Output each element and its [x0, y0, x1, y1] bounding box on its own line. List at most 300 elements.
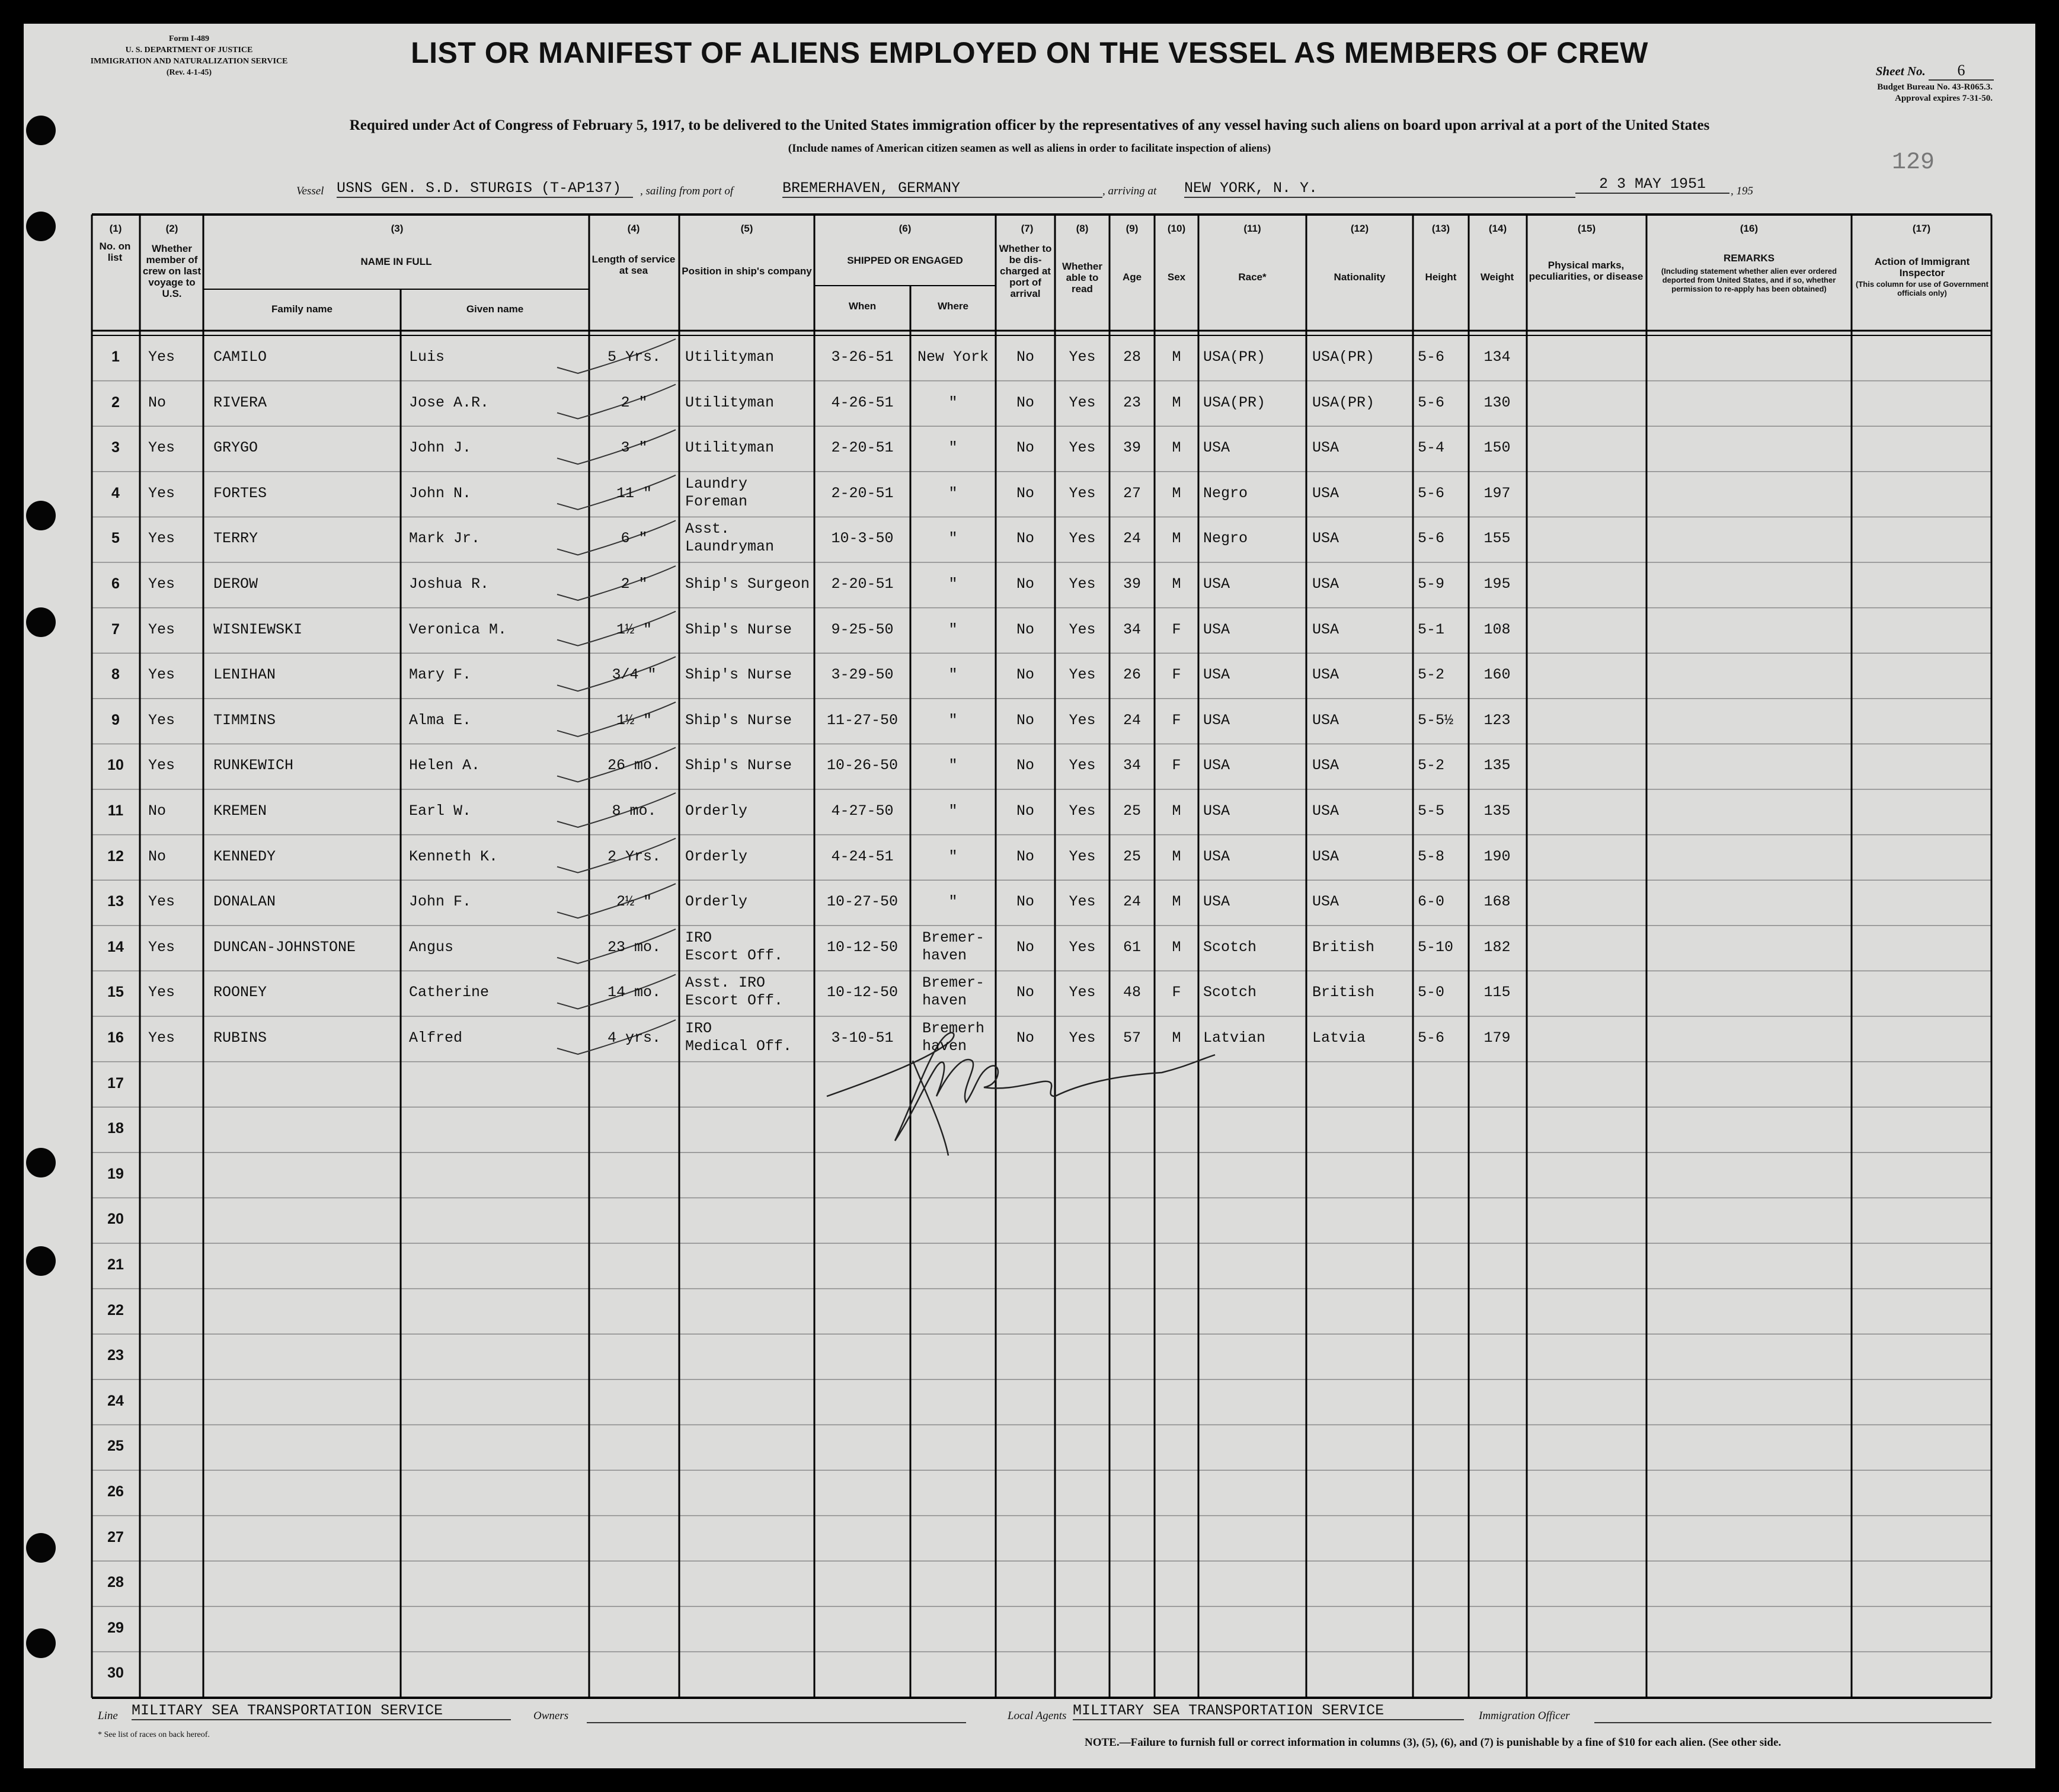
sex-cell: F — [1172, 666, 1181, 684]
position-cell: Laundryman — [685, 538, 775, 556]
age-cell: 34 — [1123, 757, 1141, 775]
position-cell: Laundry — [685, 475, 748, 492]
shipped-where-cell: " — [948, 530, 958, 548]
crew-last-voyage-cell: Yes — [148, 484, 175, 502]
weight-cell: 179 — [1483, 1029, 1511, 1047]
height-cell: 5-0 — [1418, 984, 1445, 1001]
given-name-cell: Mary F. — [409, 666, 472, 684]
header-when: When — [848, 300, 877, 312]
nationality-cell: USA — [1312, 484, 1339, 502]
height-cell: 5-5½ — [1418, 711, 1454, 729]
column-number: (13) — [1431, 223, 1450, 234]
given-name-cell: Earl W. — [409, 802, 472, 820]
column-number: (4) — [627, 223, 640, 234]
row-number: 5 — [111, 530, 120, 547]
row-number: 28 — [107, 1574, 124, 1591]
weight-cell: 160 — [1483, 666, 1511, 684]
able-to-read-cell: Yes — [1069, 393, 1096, 411]
family-name-cell: RUBINS — [213, 1029, 267, 1047]
header-length-of-service: Length of service at sea — [592, 254, 676, 276]
family-name-cell: DEROW — [213, 575, 258, 593]
crew-last-voyage-cell: Yes — [148, 1029, 175, 1047]
nationality-cell: USA — [1312, 757, 1339, 775]
crew-last-voyage-cell: Yes — [148, 348, 175, 366]
shipped-when-cell: 4-27-50 — [831, 802, 894, 820]
family-name-cell: LENIHAN — [213, 666, 276, 684]
header-height: Height — [1425, 271, 1457, 283]
length-of-service-cell: 4 yrs. — [607, 1029, 661, 1047]
height-cell: 5-6 — [1418, 530, 1445, 548]
crew-last-voyage-cell: No — [148, 802, 167, 820]
shipped-where-cell: Bremer- — [922, 929, 985, 946]
height-cell: 5-10 — [1418, 938, 1454, 956]
row-number: 24 — [107, 1392, 124, 1409]
row-number: 14 — [107, 938, 124, 955]
position-cell: IRO — [685, 929, 712, 946]
race-cell: USA — [1203, 847, 1230, 865]
given-name-cell: Joshua R. — [409, 575, 490, 593]
shipped-where-cell: " — [948, 847, 958, 865]
given-name-cell: John F. — [409, 893, 472, 911]
header-family-name: Family name — [271, 303, 332, 315]
header-name-in-full: NAME IN FULL — [360, 256, 432, 267]
sex-cell: M — [1172, 484, 1181, 502]
weight-cell: 130 — [1483, 393, 1511, 411]
sheet-number-value: 6 — [1929, 62, 1994, 81]
nationality-cell: USA — [1312, 530, 1339, 548]
shipped-when-cell: 4-24-51 — [831, 847, 894, 865]
shipped-when-cell: 3-10-51 — [831, 1029, 894, 1047]
sex-cell: M — [1172, 802, 1181, 820]
row-number: 17 — [107, 1074, 124, 1092]
immigration-officer-label: Immigration Officer — [1479, 1710, 1570, 1722]
length-of-service-cell: 2 " — [621, 575, 648, 593]
given-name-cell: Mark Jr. — [409, 530, 481, 548]
family-name-cell: GRYGO — [213, 439, 258, 457]
age-cell: 24 — [1123, 893, 1141, 911]
crew-last-voyage-cell: Yes — [148, 757, 175, 775]
sex-cell: M — [1172, 393, 1181, 411]
able-to-read-cell: Yes — [1069, 984, 1096, 1001]
age-cell: 24 — [1123, 530, 1141, 548]
age-cell: 25 — [1123, 847, 1141, 865]
family-name-cell: RUNKEWICH — [213, 757, 294, 775]
header-weight: Weight — [1480, 271, 1514, 283]
shipped-when-cell: 10-26-50 — [826, 757, 899, 775]
weight-cell: 115 — [1483, 984, 1511, 1001]
crew-last-voyage-cell: Yes — [148, 938, 175, 956]
row-number: 3 — [111, 439, 120, 456]
shipped-where-cell: " — [948, 575, 958, 593]
header-nationality: Nationality — [1334, 271, 1386, 283]
discharged-cell: No — [1016, 530, 1034, 548]
sex-cell: M — [1172, 1029, 1181, 1047]
length-of-service-cell: 1½ " — [616, 711, 652, 729]
race-cell: Latvian — [1203, 1029, 1266, 1047]
family-name-cell: RIVERA — [213, 393, 267, 411]
nationality-cell: British — [1312, 938, 1375, 956]
height-cell: 5-5 — [1418, 802, 1445, 820]
shipped-when-cell: 11-27-50 — [826, 711, 899, 729]
able-to-read-cell: Yes — [1069, 484, 1096, 502]
weight-cell: 134 — [1483, 348, 1511, 366]
nationality-cell: USA — [1312, 893, 1339, 911]
row-number: 27 — [107, 1528, 124, 1545]
height-cell: 5-4 — [1418, 439, 1445, 457]
shipped-where-cell: haven — [922, 992, 967, 1010]
sex-cell: M — [1172, 439, 1181, 457]
shipped-when-cell: 2-20-51 — [831, 439, 894, 457]
column-number: (14) — [1488, 223, 1507, 234]
able-to-read-cell: Yes — [1069, 620, 1096, 638]
race-cell: Scotch — [1203, 938, 1257, 956]
able-to-read-cell: Yes — [1069, 348, 1096, 366]
race-cell: USA — [1203, 666, 1230, 684]
nationality-cell: USA — [1312, 439, 1339, 457]
sex-cell: M — [1172, 938, 1181, 956]
form-revision: (Rev. 4-1-45) — [166, 68, 212, 77]
header-where: Where — [938, 300, 968, 312]
weight-cell: 150 — [1483, 439, 1511, 457]
header-crew-last-voyage: Whether member of crew on last voyage to U.S. — [142, 243, 202, 299]
sex-cell: M — [1172, 348, 1181, 366]
given-name-cell: Veronica M. — [409, 620, 507, 638]
column-number: (9) — [1126, 223, 1139, 234]
crew-last-voyage-cell: Yes — [148, 575, 175, 593]
crew-last-voyage-cell: No — [148, 847, 167, 865]
row-number: 16 — [107, 1029, 124, 1046]
vessel-name: USNS GEN. S.D. STURGIS (T-AP137) — [337, 180, 633, 198]
column-number: (17) — [1912, 223, 1931, 234]
row-number: 15 — [107, 984, 124, 1001]
age-cell: 26 — [1123, 666, 1141, 684]
nationality-cell: USA — [1312, 802, 1339, 820]
nationality-cell: USA — [1312, 575, 1339, 593]
inspector-signature — [827, 1033, 1215, 1156]
height-cell: 5-6 — [1418, 1029, 1445, 1047]
nationality-cell: USA — [1312, 711, 1339, 729]
approval-expiry: Approval expires 7-31-50. — [1895, 94, 1993, 103]
position-cell: Ship's Nurse — [685, 666, 792, 684]
given-name-cell: Jose A.R. — [409, 393, 490, 411]
column-number: (10) — [1167, 223, 1186, 234]
budget-bureau: Budget Bureau No. 43-R065.3. — [1877, 82, 1993, 92]
line-label: Line — [98, 1710, 118, 1722]
arrival-date: 2 3 MAY 1951 — [1575, 175, 1729, 194]
shipped-when-cell: 9-25-50 — [831, 620, 894, 638]
discharged-cell: No — [1016, 575, 1034, 593]
able-to-read-cell: Yes — [1069, 938, 1096, 956]
able-to-read-cell: Yes — [1069, 711, 1096, 729]
port-of-departure: BREMERHAVEN, GERMANY — [782, 180, 1102, 198]
age-cell: 57 — [1123, 1029, 1141, 1047]
family-name-cell: DONALAN — [213, 893, 276, 911]
race-cell: Scotch — [1203, 984, 1257, 1001]
shipped-where-cell: " — [948, 439, 958, 457]
family-name-cell: TIMMINS — [213, 711, 276, 729]
shipped-where-cell: " — [948, 802, 958, 820]
crew-last-voyage-cell: Yes — [148, 711, 175, 729]
sex-cell: M — [1172, 847, 1181, 865]
instruction-note: (Include names of American citizen seamen as well as aliens in order to facilitate inspection of aliens) — [788, 142, 1271, 155]
header-physical-marks: Physical marks, peculiarities, or disease — [1529, 260, 1644, 282]
length-of-service-cell: 23 mo. — [607, 938, 661, 956]
column-number: (15) — [1577, 223, 1596, 234]
able-to-read-cell: Yes — [1069, 575, 1096, 593]
crew-last-voyage-cell: Yes — [148, 620, 175, 638]
weight-cell: 195 — [1483, 575, 1511, 593]
sex-cell: F — [1172, 711, 1181, 729]
given-name-cell: Kenneth K. — [409, 847, 498, 865]
family-name-cell: TERRY — [213, 530, 258, 548]
position-cell: Orderly — [685, 802, 748, 820]
given-name-cell: Angus — [409, 938, 454, 956]
height-cell: 6-0 — [1418, 893, 1445, 911]
page-stamp: 129 — [1891, 149, 1935, 176]
shipped-when-cell: 10-12-50 — [826, 984, 899, 1001]
shipped-where-cell: haven — [922, 946, 967, 964]
header-age: Age — [1122, 271, 1142, 283]
nationality-cell: British — [1312, 984, 1375, 1001]
family-name-cell: CAMILO — [213, 348, 267, 366]
discharged-cell: No — [1016, 757, 1034, 775]
race-cell: Negro — [1203, 484, 1248, 502]
shipped-where-cell: haven — [922, 1038, 967, 1055]
shipped-when-cell: 10-3-50 — [831, 530, 894, 548]
shipped-where-cell: " — [948, 393, 958, 411]
vessel-label: Vessel — [296, 185, 324, 197]
weight-cell: 190 — [1483, 847, 1511, 865]
position-cell: Ship's Nurse — [685, 620, 792, 638]
position-cell: IRO — [685, 1020, 712, 1037]
position-cell: Utilityman — [685, 393, 775, 411]
column-number: (11) — [1243, 223, 1261, 234]
weight-cell: 182 — [1483, 938, 1511, 956]
position-cell: Asst. — [685, 520, 730, 538]
shipped-when-cell: 3-26-51 — [831, 348, 894, 366]
row-number: 23 — [107, 1347, 124, 1364]
age-cell: 24 — [1123, 711, 1141, 729]
page-title: LIST OR MANIFEST OF ALIENS EMPLOYED ON THE VESSEL AS MEMBERS OF CREW — [411, 36, 1648, 69]
length-of-service-cell: 5 Yrs. — [607, 348, 661, 366]
header-position: Position in ship's company — [682, 265, 812, 277]
age-cell: 28 — [1123, 348, 1141, 366]
length-of-service-cell: 8 mo. — [612, 802, 657, 820]
discharged-cell: No — [1016, 439, 1034, 457]
height-cell: 5-2 — [1418, 666, 1445, 684]
row-number: 8 — [111, 666, 120, 683]
row-number: 21 — [107, 1256, 124, 1273]
shipped-when-cell: 4-26-51 — [831, 393, 894, 411]
row-number: 7 — [111, 620, 120, 638]
row-number: 19 — [107, 1165, 124, 1182]
row-number: 26 — [107, 1483, 124, 1500]
given-name-cell: John J. — [409, 439, 472, 457]
length-of-service-cell: 2 " — [621, 393, 648, 411]
nationality-cell: USA(PR) — [1312, 348, 1375, 366]
family-name-cell: KREMEN — [213, 802, 267, 820]
service-name: IMMIGRATION AND NATURALIZATION SERVICE — [90, 57, 288, 66]
column-number: (1) — [109, 223, 122, 234]
nationality-cell: USA — [1312, 666, 1339, 684]
able-to-read-cell: Yes — [1069, 666, 1096, 684]
form-number: Form I-489 — [168, 34, 210, 43]
sex-cell: F — [1172, 620, 1181, 638]
discharged-cell: No — [1016, 893, 1034, 911]
length-of-service-cell: 1½ " — [616, 620, 652, 638]
owners-label: Owners — [533, 1710, 569, 1722]
weight-cell: 108 — [1483, 620, 1511, 638]
race-cell: USA(PR) — [1203, 393, 1266, 411]
height-cell: 5-8 — [1418, 847, 1445, 865]
position-cell: Utilityman — [685, 439, 775, 457]
position-cell: Ship's Nurse — [685, 757, 792, 775]
header-action-inspector: Action of Immigrant Inspector — [1874, 256, 1970, 279]
row-number: 12 — [107, 847, 124, 865]
position-cell: Medical Off. — [685, 1038, 792, 1055]
height-cell: 5-1 — [1418, 620, 1445, 638]
sex-cell: M — [1172, 893, 1181, 911]
discharged-cell: No — [1016, 620, 1034, 638]
shipped-when-cell: 2-20-51 — [831, 484, 894, 502]
age-cell: 25 — [1123, 802, 1141, 820]
sailing-label: , sailing from port of — [640, 185, 734, 197]
position-cell: Escort Off. — [685, 946, 784, 964]
race-cell: Negro — [1203, 530, 1248, 548]
position-cell: Foreman — [685, 492, 748, 510]
given-name-cell: John N. — [409, 484, 472, 502]
header-given-name: Given name — [466, 303, 524, 315]
header-no-on-list: No. on list — [99, 241, 131, 263]
port-of-arrival: NEW YORK, N. Y. — [1184, 180, 1575, 198]
row-number: 4 — [111, 484, 120, 501]
race-cell: USA — [1203, 802, 1230, 820]
given-name-cell: Helen A. — [409, 757, 481, 775]
weight-cell: 155 — [1483, 530, 1511, 548]
sheet-label: Sheet No. — [1875, 64, 1926, 78]
length-of-service-cell: 2 Yrs. — [607, 847, 661, 865]
height-cell: 5-6 — [1418, 348, 1445, 366]
nationality-cell: USA — [1312, 847, 1339, 865]
header-action-note: (This column for use of Government officials only) — [1856, 280, 1988, 297]
column-number: (5) — [740, 223, 753, 234]
shipped-where-cell: " — [948, 484, 958, 502]
shipped-when-cell: 2-20-51 — [831, 575, 894, 593]
local-agents-label: Local Agents — [1008, 1710, 1067, 1722]
weight-cell: 197 — [1483, 484, 1511, 502]
able-to-read-cell: Yes — [1069, 757, 1096, 775]
crew-last-voyage-cell: Yes — [148, 984, 175, 1001]
position-cell: Orderly — [685, 893, 748, 911]
age-cell: 61 — [1123, 938, 1141, 956]
race-cell: USA — [1203, 711, 1230, 729]
column-number: (6) — [899, 223, 912, 234]
weight-cell: 168 — [1483, 893, 1511, 911]
shipped-where-cell: " — [948, 757, 958, 775]
line-value: MILITARY SEA TRANSPORTATION SERVICE — [132, 1702, 511, 1720]
length-of-service-cell: 14 mo. — [607, 984, 661, 1001]
length-of-service-cell: 3 " — [621, 439, 648, 457]
header-shipped-or-engaged: SHIPPED OR ENGAGED — [847, 255, 963, 266]
row-number: 29 — [107, 1619, 124, 1636]
nationality-cell: USA(PR) — [1312, 393, 1375, 411]
height-cell: 5-2 — [1418, 757, 1445, 775]
height-cell: 5-6 — [1418, 484, 1445, 502]
discharged-cell: No — [1016, 802, 1034, 820]
given-name-cell: Catherine — [409, 984, 490, 1001]
race-cell: USA — [1203, 893, 1230, 911]
row-number: 18 — [107, 1120, 124, 1137]
able-to-read-cell: Yes — [1069, 802, 1096, 820]
discharged-cell: No — [1016, 1029, 1034, 1047]
discharged-cell: No — [1016, 666, 1034, 684]
row-number: 1 — [111, 348, 120, 365]
row-number: 6 — [111, 575, 120, 592]
shipped-where-cell: " — [948, 711, 958, 729]
column-number: (2) — [165, 223, 178, 234]
able-to-read-cell: Yes — [1069, 530, 1096, 548]
length-of-service-cell: 3/4 " — [612, 666, 657, 684]
age-cell: 39 — [1123, 575, 1141, 593]
given-name-cell: Alma E. — [409, 711, 472, 729]
race-cell: USA(PR) — [1203, 348, 1266, 366]
row-number: 25 — [107, 1438, 124, 1455]
discharged-cell: No — [1016, 484, 1034, 502]
row-number: 13 — [107, 893, 124, 910]
age-cell: 23 — [1123, 393, 1141, 411]
local-agents-value: MILITARY SEA TRANSPORTATION SERVICE — [1073, 1702, 1464, 1720]
position-cell: Ship's Surgeon — [685, 575, 810, 593]
race-cell: USA — [1203, 439, 1230, 457]
discharged-cell: No — [1016, 348, 1034, 366]
header-remarks: REMARKS — [1724, 252, 1775, 264]
race-cell: USA — [1203, 620, 1230, 638]
discharged-cell: No — [1016, 711, 1034, 729]
crew-last-voyage-cell: Yes — [148, 530, 175, 548]
legal-requirement: Required under Act of Congress of February 5, 1917, to be delivered to the United States immigration officer by the representatives of any vessel having such aliens on board upon arrival at a port of the United States — [349, 117, 1710, 133]
length-of-service-cell: 2½ " — [616, 893, 652, 911]
races-footnote: * See list of races on back hereof. — [98, 1730, 210, 1739]
family-name-cell: ROONEY — [213, 984, 267, 1001]
crew-last-voyage-cell: Yes — [148, 893, 175, 911]
column-number: (7) — [1021, 223, 1034, 234]
sex-cell: F — [1172, 984, 1181, 1001]
position-cell: Utilityman — [685, 348, 775, 366]
column-number: (8) — [1076, 223, 1089, 234]
row-number: 10 — [107, 757, 124, 774]
discharged-cell: No — [1016, 393, 1034, 411]
length-of-service-cell: 6 " — [621, 530, 648, 548]
row-number: 11 — [107, 802, 124, 819]
arriving-label: , arriving at — [1102, 185, 1157, 197]
height-cell: 5-9 — [1418, 575, 1445, 593]
age-cell: 34 — [1123, 620, 1141, 638]
position-cell: Orderly — [685, 847, 748, 865]
sex-cell: M — [1172, 530, 1181, 548]
weight-cell: 135 — [1483, 757, 1511, 775]
discharged-cell: No — [1016, 938, 1034, 956]
nationality-cell: USA — [1312, 620, 1339, 638]
able-to-read-cell: Yes — [1069, 847, 1096, 865]
family-name-cell: DUNCAN-JOHNSTONE — [213, 938, 356, 956]
family-name-cell: WISNIEWSKI — [213, 620, 303, 638]
row-number: 2 — [111, 393, 120, 411]
department-name: U. S. DEPARTMENT OF JUSTICE — [125, 46, 253, 55]
family-name-cell: KENNEDY — [213, 847, 276, 865]
shipped-when-cell: 3-29-50 — [831, 666, 894, 684]
length-of-service-cell: 26 mo. — [607, 757, 661, 775]
immigration-officer-value — [1594, 1716, 1991, 1723]
